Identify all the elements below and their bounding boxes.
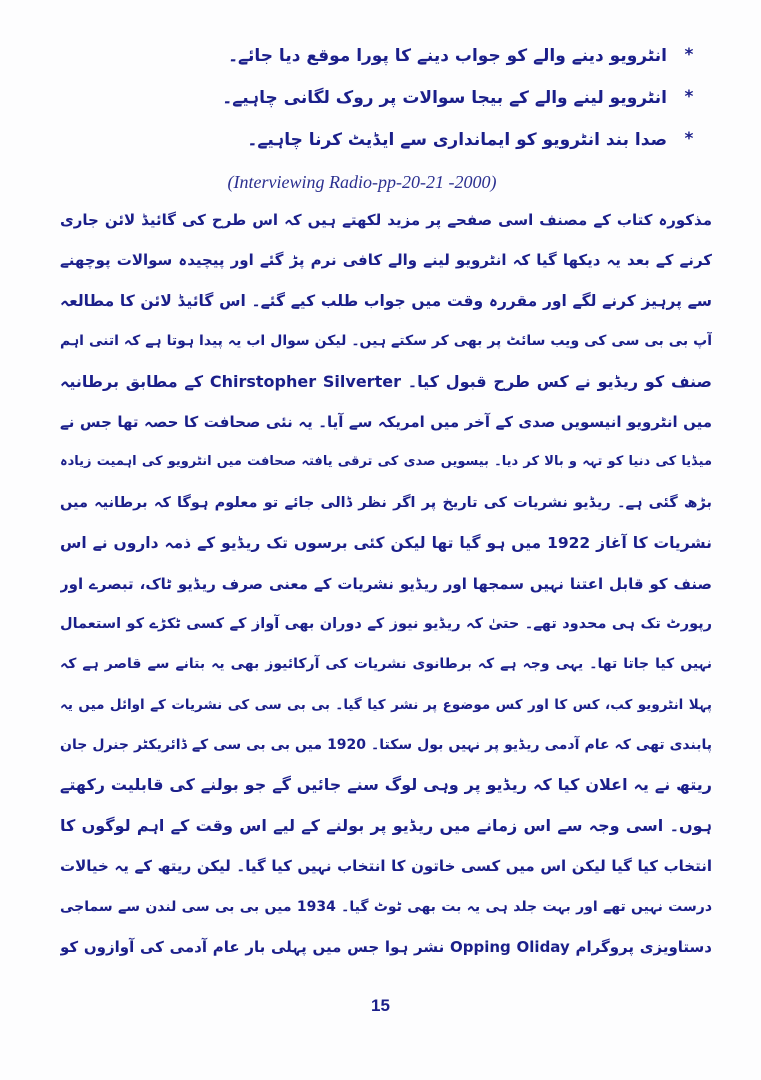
text-line: مذکورہ کتاب کے مصنف اسی صفحے پر مزید لکھتے ہیں کہ اس طرح کی گائیڈ لائن جاری [60, 211, 712, 229]
bullet-text: انٹرویو دینے والے کو جواب دینے کا پورا موقع دیا جائے۔ [228, 45, 667, 66]
text-line: میں انٹرویو انیسویں صدی کے آخر میں امریکہ سے آیا۔ یہ نئی صحافت کا حصہ تھا جس نے [60, 412, 712, 431]
text-line: دستاویزی پروگرام Opping Oliday نشر ہوا جس میں پہلی بار عام آدمی کی آوازوں کو [60, 938, 712, 957]
guideline-bullet-list [180, 34, 711, 160]
bullet-text: صدا بند انٹرویو کو ایمانداری سے ایڈیٹ کرنا چاہیے۔ [247, 129, 667, 150]
text-line: پابندی تھی کہ عام آدمی ریڈیو پر نہیں بول سکتا۔ 1920 میں بی بی سی کے ڈائریکٹر جنرل جان [60, 737, 712, 754]
text-line: صنف کو ریڈیو نے کس طرح قبول کیا۔ Chirstopher Silverter کے مطابق برطانیہ [60, 371, 712, 391]
body-paragraph [60, 200, 712, 967]
text-line: سے پرہیز کرنے لگے اور مقررہ وقت میں جواب طلب کیے گئے۔ اس گائیڈ لائن کا مطالعہ [60, 291, 712, 310]
text-line: آپ بی بی سی کی ویب سائٹ پر بھی کر سکتے ہیں۔ لیکن سوال اب یہ پیدا ہوتا ہے کہ اتنی اہم [60, 333, 712, 350]
text-line: درست نہیں تھے اور بہت جلد ہی یہ بت بھی ٹوٹ گیا۔ 1934 میں بی بی سی لندن سے سماجی [60, 898, 712, 915]
text-line: کرنے کے بعد یہ دیکھا گیا کہ انٹرویو لینے والے کافی نرم پڑ گئے اور پیچیدہ سوالات پوچھنے [60, 251, 712, 270]
text-line: صنف کو قابل اعتنا نہیں سمجھا اور ریڈیو نشریات کے معنی صرف ریڈیو ٹاک، تبصرے اور [60, 574, 712, 593]
text-line: بڑھ گئی ہے۔ ریڈیو نشریات کی تاریخ پر اگر نظر ڈالی جائے تو معلوم ہوگا کہ برطانیہ میں [60, 494, 712, 511]
text-line: نشریات کا آغاز 1922 میں ہو گیا تھا لیکن کئی برسوں تک ریڈیو کے ذمہ داروں نے اس [60, 534, 712, 553]
asterisk-bullet-icon: * [684, 129, 694, 149]
bullet-text: انٹرویو لینے والے کے بیجا سوالات پر روک لگانی چاہیے۔ [222, 87, 667, 108]
bullet-item [180, 76, 711, 118]
text-line: انتخاب کیا گیا لیکن اس میں کسی خاتون کا انتخاب نہیں کیا گیا۔ لیکن ریتھ کے یہ خیالات [60, 857, 712, 876]
bullet-item [180, 118, 711, 160]
asterisk-bullet-icon: * [684, 45, 694, 65]
citation-reference: (Interviewing Radio-pp-20-21 -2000) [227, 172, 497, 192]
text-line: میڈیا کی دنیا کو تہہ و بالا کر دیا۔ بیسویں صدی کی ترقی یافتہ صحافت میں انٹرویو کی اہمیت زیادہ [60, 454, 712, 470]
text-line: ہوں۔ اسی وجہ سے اس زمانے میں ریڈیو پر بولنے کے لیے اس وقت کے اہم لوگوں کا [60, 815, 712, 835]
text-line: پہلا انٹرویو کب، کس کا اور کس موضوع پر نشر کیا گیا۔ بی بی سی کی نشریات کے اوائل میں یہ [60, 696, 712, 713]
page-number: 15 [371, 996, 390, 1015]
text-line: رپورٹ تک ہی محدود تھے۔ حتیٰ کہ ریڈیو نیوز کے دوران بھی آواز کے کسی ٹکڑے کو استعمال [60, 615, 712, 632]
text-line: ریتھ نے یہ اعلان کیا کہ ریڈیو پر وہی لوگ سنے جائیں گے جو بولنے کی قابلیت رکھتے [60, 775, 712, 795]
bullet-item [180, 34, 711, 76]
asterisk-bullet-icon: * [684, 87, 694, 107]
text-line: نہیں کیا جاتا تھا۔ یہی وجہ ہے کہ برطانوی نشریات کی آرکائیوز بھی یہ بتانے سے قاصر ہے کہ [60, 656, 712, 673]
